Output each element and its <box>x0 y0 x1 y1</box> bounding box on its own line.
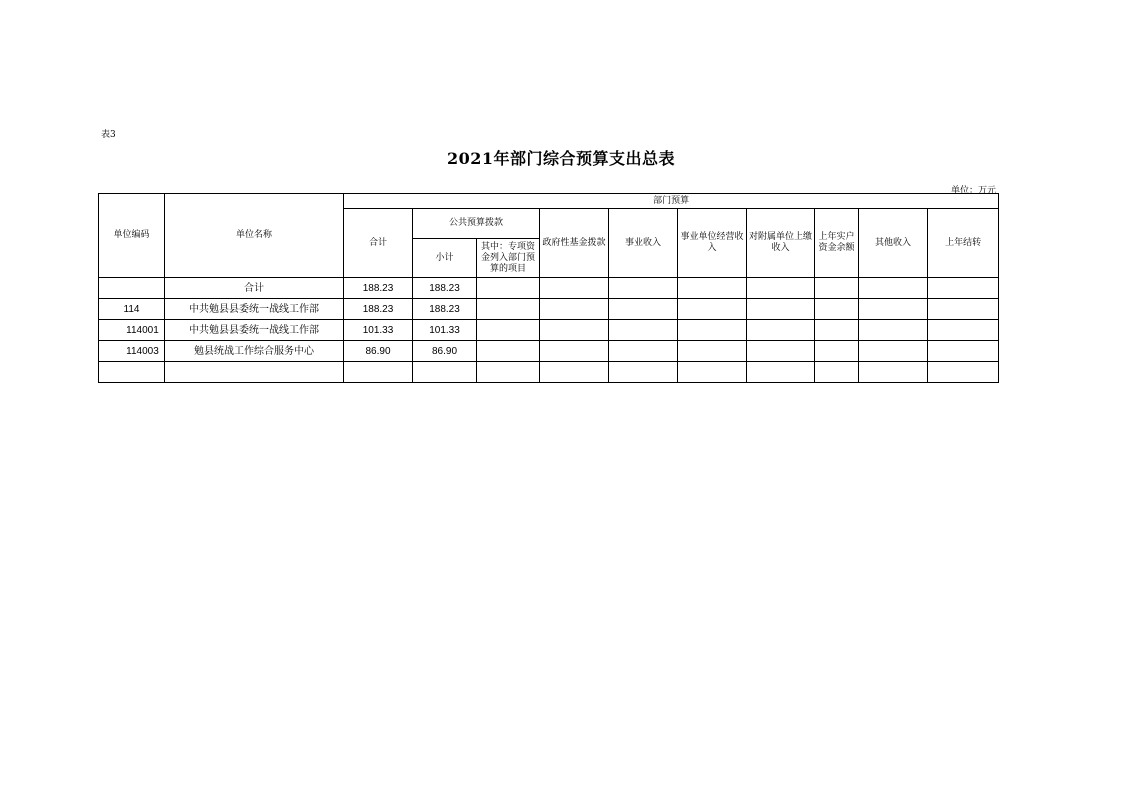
empty-cell <box>859 278 928 299</box>
empty-cell <box>928 341 999 362</box>
header-gov-fund: 政府性基金拨款 <box>540 209 609 278</box>
empty-cell <box>540 341 609 362</box>
empty-cell <box>678 362 747 383</box>
empty-cell <box>815 299 859 320</box>
empty-cell <box>859 362 928 383</box>
header-affiliated-income: 对附属单位上缴收入 <box>747 209 815 278</box>
header-total: 合计 <box>344 209 413 278</box>
header-unit-code: 单位编码 <box>99 194 165 278</box>
empty-cell <box>747 362 815 383</box>
row-total: 86.90 <box>344 341 413 362</box>
row-code: 114 <box>99 299 165 320</box>
empty-cell <box>928 299 999 320</box>
empty-cell <box>540 278 609 299</box>
row-code: 114003 <box>99 341 165 362</box>
empty-cell <box>815 320 859 341</box>
row-code <box>99 278 165 299</box>
header-subtotal: 小计 <box>413 239 477 278</box>
table-row-empty <box>99 362 999 383</box>
table-row <box>99 299 999 320</box>
table-row <box>99 278 999 299</box>
header-unit-name: 单位名称 <box>165 194 344 278</box>
empty-cell <box>678 320 747 341</box>
budget-table <box>98 193 999 383</box>
empty-cell <box>609 341 678 362</box>
empty-cell <box>747 320 815 341</box>
empty-cell <box>165 362 344 383</box>
unit-label: 单位：万元 <box>950 186 996 196</box>
row-name: 合计 <box>165 278 344 299</box>
empty-cell <box>815 278 859 299</box>
header-career-income: 事业收入 <box>609 209 678 278</box>
row-name: 勉县统战工作综合服务中心 <box>165 341 344 362</box>
row-name: 中共勉县县委统一战线工作部 <box>165 320 344 341</box>
empty-cell <box>477 320 540 341</box>
empty-cell <box>540 320 609 341</box>
empty-cell <box>609 299 678 320</box>
empty-cell <box>928 362 999 383</box>
empty-cell <box>678 341 747 362</box>
table-number: 表3 <box>101 130 116 140</box>
empty-cell <box>477 299 540 320</box>
table-row <box>99 341 999 362</box>
empty-cell <box>344 362 413 383</box>
empty-cell <box>609 320 678 341</box>
empty-cell <box>928 320 999 341</box>
header-prev-carryover: 上年结转 <box>928 209 999 278</box>
empty-cell <box>540 299 609 320</box>
header-public-budget: 公共预算拨款 <box>413 209 540 239</box>
row-total: 188.23 <box>344 278 413 299</box>
empty-cell <box>609 278 678 299</box>
row-subtotal: 188.23 <box>413 278 477 299</box>
empty-cell <box>747 278 815 299</box>
row-total: 101.33 <box>344 320 413 341</box>
header-special-note: 其中：专项资金列入部门预算的项目 <box>477 239 540 278</box>
empty-cell <box>99 362 165 383</box>
header-other-income: 其他收入 <box>859 209 928 278</box>
empty-cell <box>477 278 540 299</box>
row-total: 188.23 <box>344 299 413 320</box>
empty-cell <box>815 362 859 383</box>
empty-cell <box>678 299 747 320</box>
row-subtotal: 101.33 <box>413 320 477 341</box>
empty-cell <box>859 299 928 320</box>
header-career-business-income: 事业单位经营收入 <box>678 209 747 278</box>
row-code: 114001 <box>99 320 165 341</box>
row-subtotal: 188.23 <box>413 299 477 320</box>
row-subtotal: 86.90 <box>413 341 477 362</box>
empty-cell <box>928 278 999 299</box>
row-name: 中共勉县县委统一战线工作部 <box>165 299 344 320</box>
empty-cell <box>540 362 609 383</box>
empty-cell <box>747 341 815 362</box>
header-dept-budget: 部门预算 <box>344 194 999 209</box>
empty-cell <box>747 299 815 320</box>
empty-cell <box>859 320 928 341</box>
empty-cell <box>678 278 747 299</box>
header-prev-balance: 上年实户资金余额 <box>815 209 859 278</box>
empty-cell <box>859 341 928 362</box>
empty-cell <box>477 341 540 362</box>
empty-cell <box>413 362 477 383</box>
table-row <box>99 320 999 341</box>
empty-cell <box>609 362 678 383</box>
empty-cell <box>815 341 859 362</box>
empty-cell <box>477 362 540 383</box>
page-title: 2021年部门综合预算支出总表 <box>446 149 676 168</box>
